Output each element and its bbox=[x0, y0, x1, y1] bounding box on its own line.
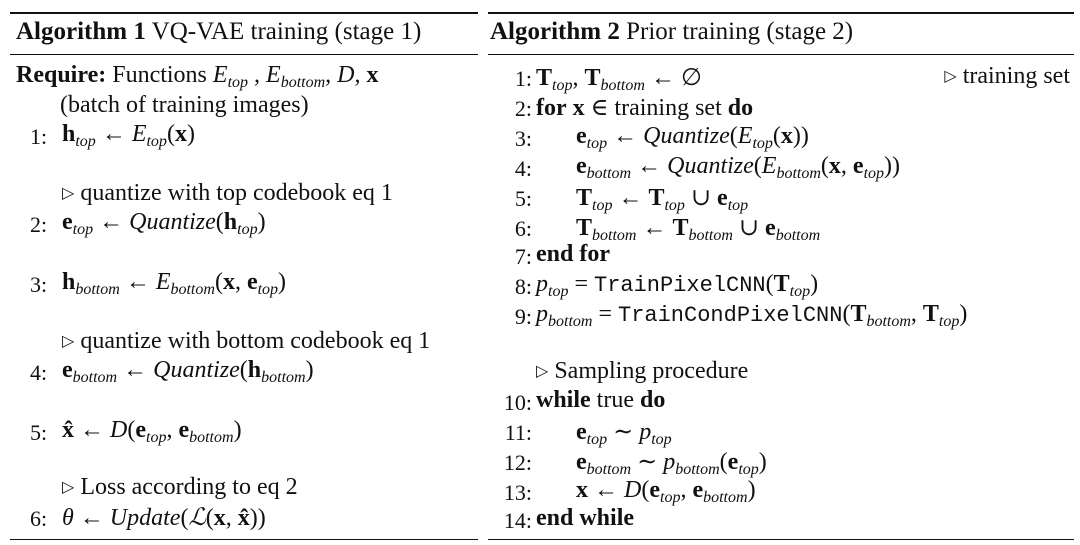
algo2-step-9: $p_{bottom}$ = $TrainCondPixelCNN(T_{bottom}$, $T_{top}$) bbox=[536, 301, 968, 330]
title-rule bbox=[10, 54, 478, 55]
line-number: 13: bbox=[503, 480, 532, 505]
algorithm-1-label: Algorithm 1 bbox=[16, 18, 146, 45]
algo2-step-10: while true do bbox=[536, 387, 666, 413]
top-rule bbox=[488, 12, 1074, 14]
line-number: 7: bbox=[514, 244, 532, 269]
algo2-step-1: $T_{top}$, $T_{bottom}$ ← ∅ bbox=[536, 65, 702, 94]
line-number: 4: bbox=[30, 360, 48, 385]
line-number: 5: bbox=[514, 186, 532, 211]
algo2-step-3: $e_{top}$ ← $Quantize(E_{top}(x))$ bbox=[576, 123, 809, 152]
algorithm-1-caption: VQ-VAE training (stage 1) bbox=[151, 18, 422, 45]
line-number: 1: bbox=[30, 124, 48, 149]
line-number: 3: bbox=[30, 272, 48, 297]
algorithm-2-caption: Prior training (stage 2) bbox=[626, 18, 854, 45]
algo1-step-2: $e_{top}$ ← $Quantize(h_{top})$ bbox=[62, 209, 266, 238]
line-number: 14: bbox=[503, 508, 532, 533]
line-number: 12: bbox=[503, 450, 532, 475]
comment-quantize-bottom: ▷ quantize with bottom codebook eq 1 bbox=[62, 328, 431, 354]
algo1-step-5: x̂ ← $D(e_{top}$, $e_{bottom}$) bbox=[62, 417, 242, 446]
require-functions: $E_{top}$ , $E_{bottom}$, D, x bbox=[212, 62, 379, 91]
algo1-step-6: θ ← Update(ℒ(x, x̂)) bbox=[62, 505, 266, 531]
line-number: 3: bbox=[514, 126, 532, 151]
bottom-rule bbox=[10, 539, 478, 540]
line-number: 2: bbox=[514, 96, 532, 121]
algo1-step-1: $h_{top}$ ← $E_{top}(x)$ bbox=[62, 121, 195, 150]
algo2-step-4: $e_{bottom}$ ← $Quantize(E_{bottom}(x$, $e_{top}$)) bbox=[576, 153, 900, 182]
algo2-step-5: $T_{top}$ ← $T_{top}$ ∪ $e_{top}$ bbox=[576, 185, 749, 214]
line-number: 2: bbox=[30, 212, 48, 237]
title-rule bbox=[488, 54, 1074, 55]
triangle-icon: ▷ bbox=[62, 479, 75, 496]
line-number: 1: bbox=[514, 66, 532, 91]
algo2-step-2: for x ∈ training set do bbox=[536, 95, 754, 121]
line-number: 11: bbox=[504, 420, 532, 445]
algo2-step-8: $p_{top}$ = $TrainPixelCNN(T_{top})$ bbox=[536, 271, 819, 300]
line-number: 5: bbox=[30, 420, 48, 445]
line-number: 10: bbox=[503, 390, 532, 415]
bottom-rule bbox=[488, 539, 1074, 540]
line-number: 9: bbox=[514, 304, 532, 329]
triangle-icon: ▷ bbox=[536, 363, 549, 380]
require-batch-text: (batch of training images) bbox=[60, 92, 309, 118]
line-number: 8: bbox=[514, 274, 532, 299]
line-number: 6: bbox=[514, 216, 532, 241]
top-rule bbox=[10, 12, 478, 14]
triangle-icon: ▷ bbox=[944, 68, 957, 85]
algo1-step-4: $e_{bottom}$ ← $Quantize(h_{bottom})$ bbox=[62, 357, 314, 386]
line-number: 6: bbox=[30, 506, 48, 531]
require-line bbox=[16, 62, 379, 89]
algorithm-2-label: Algorithm 2 bbox=[490, 18, 620, 45]
algo2-step-13: x ← $D(e_{top}$, $e_{bottom}$) bbox=[576, 477, 756, 506]
line-number: 4: bbox=[514, 156, 532, 181]
algorithm-1-title bbox=[16, 18, 421, 46]
comment-sampling: ▷ Sampling procedure bbox=[536, 358, 749, 384]
triangle-icon: ▷ bbox=[62, 333, 75, 350]
algo2-step-11: $e_{top}$ ∼ $p_{top}$ bbox=[576, 419, 672, 448]
algo2-step-14: end while bbox=[536, 505, 635, 531]
algo2-step-6: $T_{bottom}$ ← $T_{bottom}$ ∪ $e_{bottom}$ bbox=[576, 215, 821, 244]
require-text: Functions bbox=[112, 62, 207, 88]
comment-loss: ▷ Loss according to eq 2 bbox=[62, 474, 298, 500]
triangle-icon: ▷ bbox=[62, 185, 75, 202]
algo2-step-12: $e_{bottom}$ ∼ $p_{bottom}(e_{top})$ bbox=[576, 449, 767, 478]
algo1-step-3: $h_{bottom}$ ← $E_{bottom}(x$, $e_{top}$) bbox=[62, 269, 287, 298]
algo2-step-7: end for bbox=[536, 241, 610, 267]
comment-quantize-top: ▷ quantize with top codebook eq 1 bbox=[62, 180, 393, 206]
comment-training-set: ▷ training set bbox=[944, 63, 1070, 89]
algorithm-2-title bbox=[490, 18, 853, 46]
require-label: Require: bbox=[16, 62, 107, 88]
